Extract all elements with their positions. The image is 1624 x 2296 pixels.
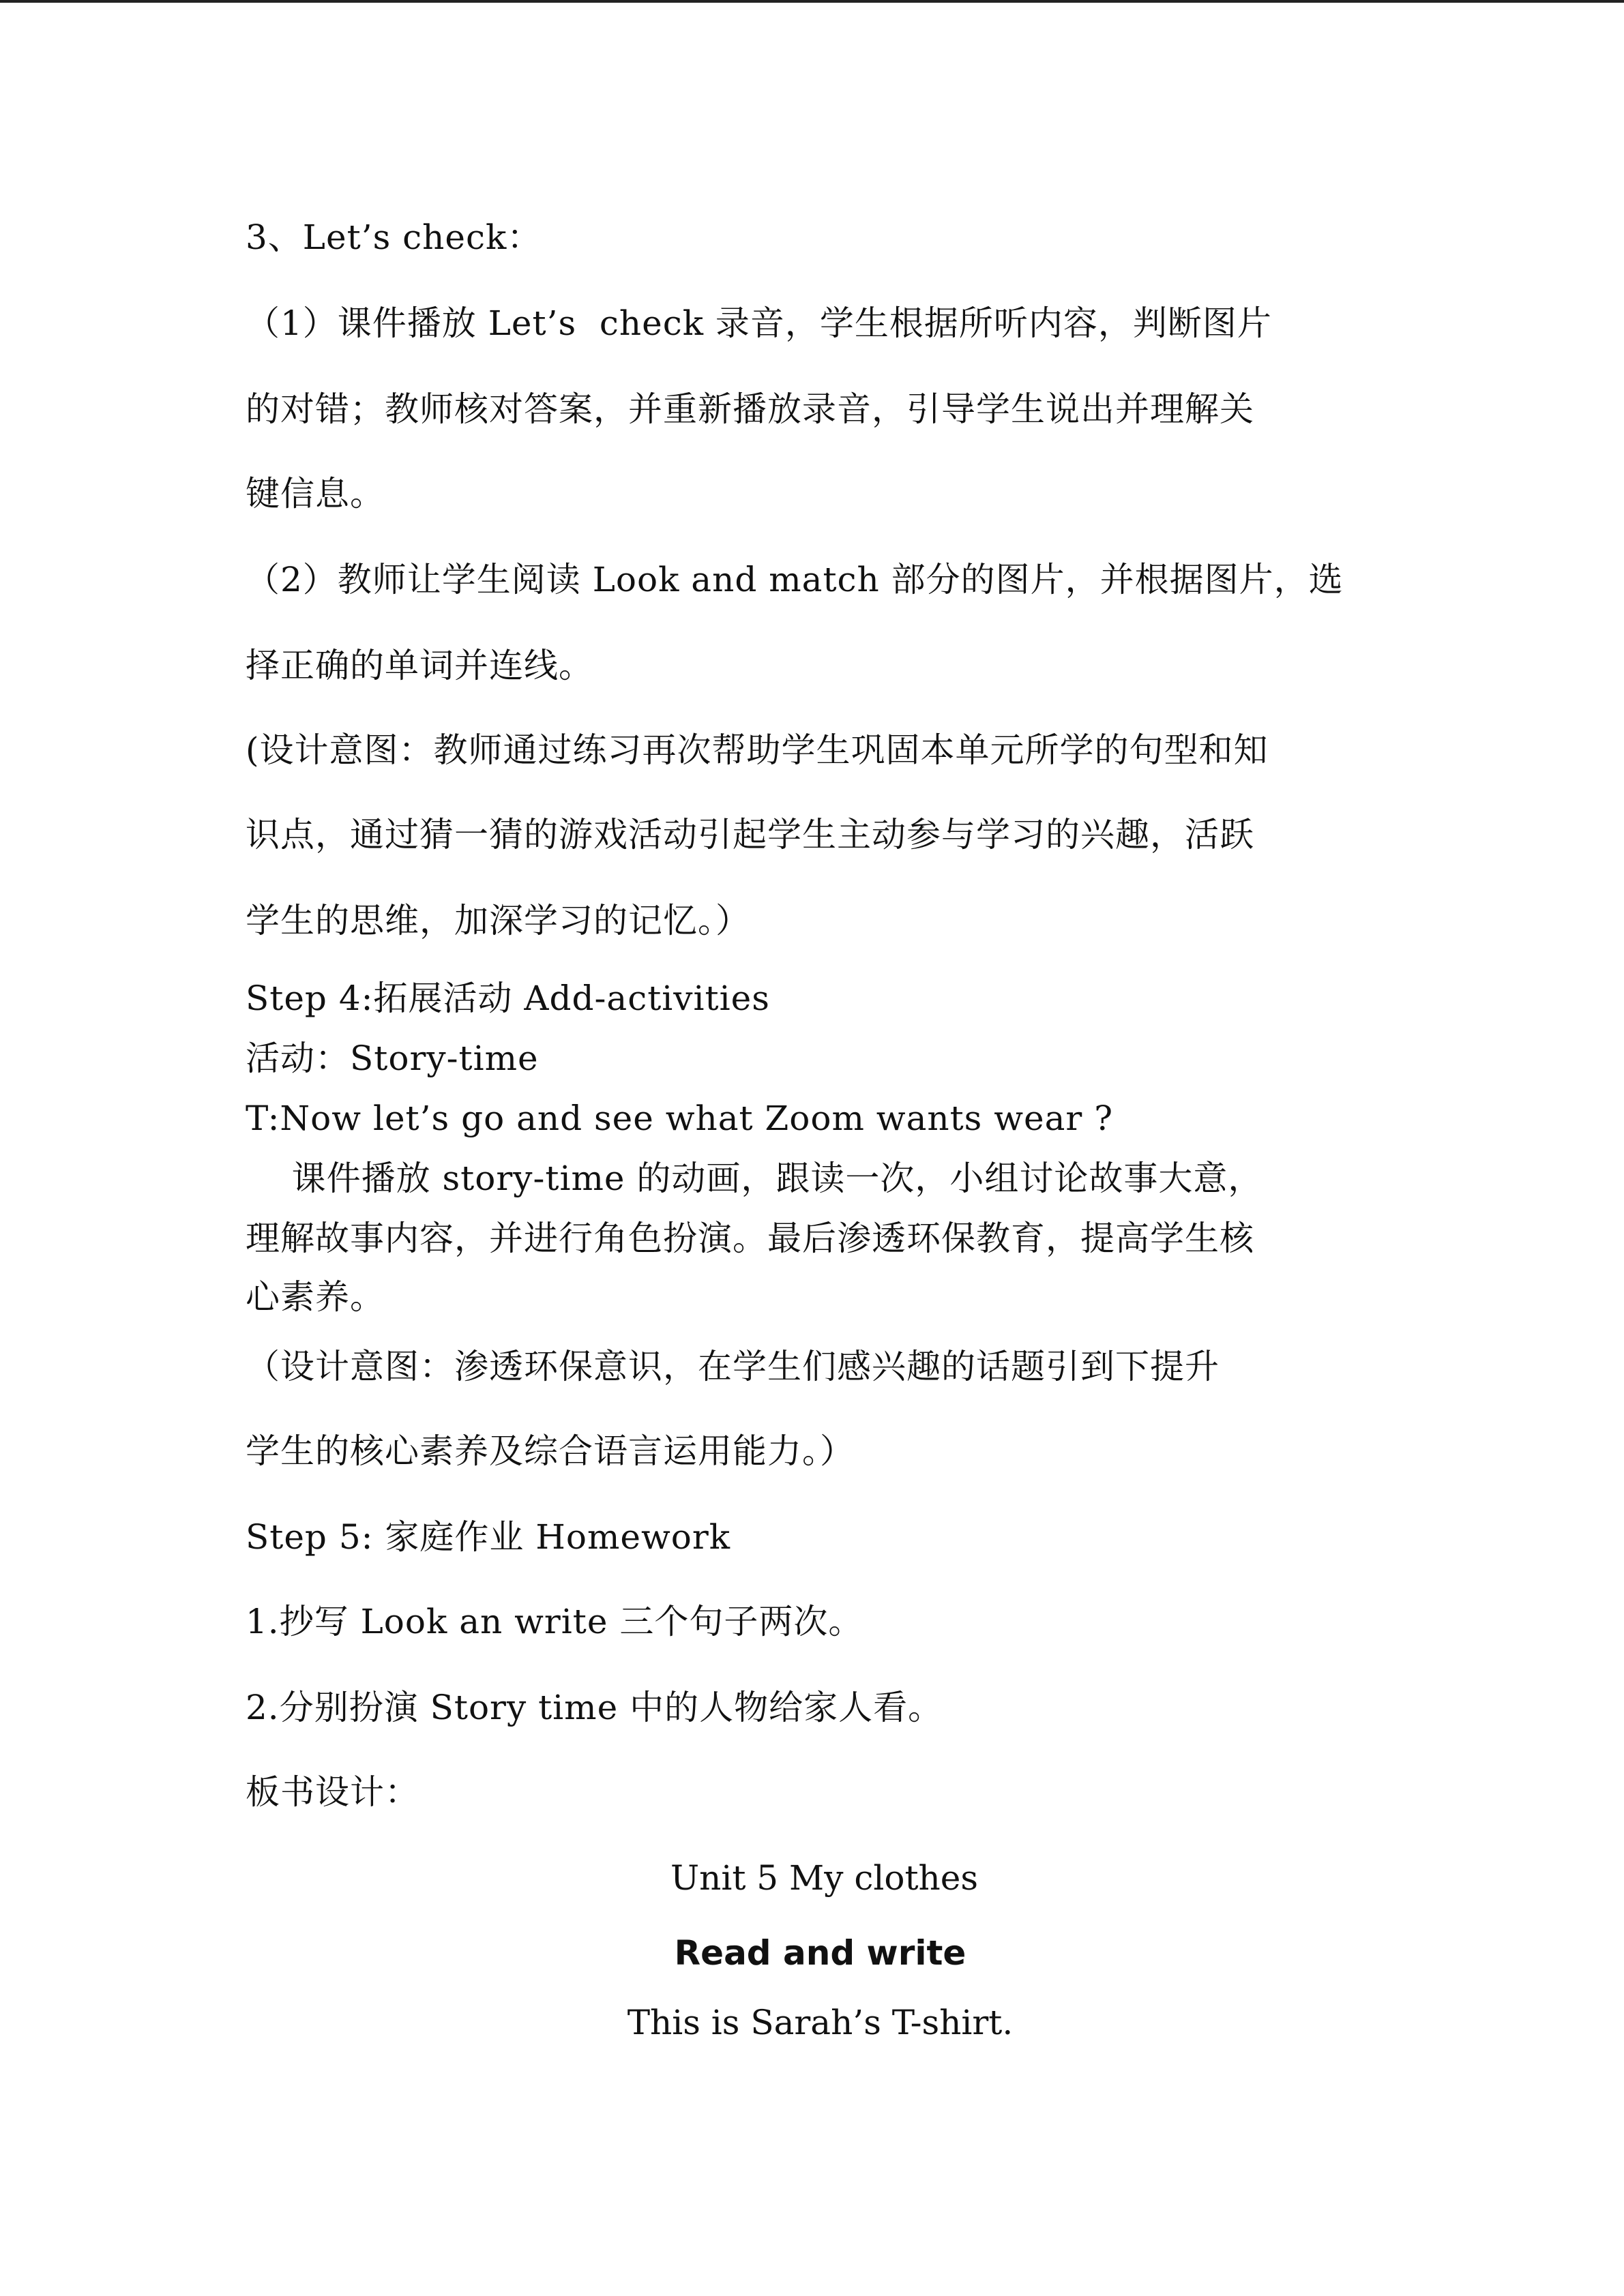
board-design-label: 板书设计：	[246, 1772, 419, 1812]
teacher-line: T:Now let’s go and see what Zoom wants wear ?	[246, 1099, 1114, 1138]
board-sentence: This is Sarah’s T-shirt.	[627, 2003, 1014, 2042]
board-section-title: Read and write	[674, 1933, 966, 1973]
page-top-border	[0, 0, 1624, 3]
paragraph-line: 键信息。	[246, 474, 385, 513]
paragraph-line: 课件播放 story-time 的动画，跟读一次，小组讨论故事大意，	[246, 1159, 1263, 1198]
homework-item-1: 1.抄写 Look an write 三个句子两次。	[246, 1602, 863, 1641]
paragraph-line: 理解故事内容，并进行角色扮演。最后渗透环保教育，提高学生核	[246, 1219, 1254, 1258]
paragraph-line: （2）教师让学生阅读 Look and match 部分的图片，并根据图片，选	[246, 560, 1344, 599]
design-intent-line: 学生的核心素养及综合语言运用能力。）	[246, 1431, 855, 1471]
paragraph-line: 择正确的单词并连线。	[246, 646, 593, 685]
lets-check-heading: 3、Let’s check：	[246, 218, 542, 257]
design-intent-line: （设计意图：渗透环保意识，在学生们感兴趣的话题引到下提升	[246, 1347, 1220, 1386]
paragraph-line: （1）课件播放 Let’s check 录音，学生根据所听内容，判断图片	[246, 303, 1272, 343]
board-unit-title: Unit 5 My clothes	[670, 1858, 978, 1898]
paragraph-line: 心素养。	[246, 1277, 385, 1317]
homework-item-2: 2.分别扮演 Story time 中的人物给家人看。	[246, 1688, 943, 1727]
design-intent-line: 学生的思维，加深学习的记忆。）	[246, 901, 750, 940]
step-4-heading: Step 4:拓展活动 Add-activities	[246, 979, 770, 1018]
design-intent-line: 识点，通过猜一猜的游戏活动引起学生主动参与学习的兴趣，活跃	[246, 815, 1254, 854]
activity-label: 活动：Story-time	[246, 1039, 539, 1078]
paragraph-line: 的对错；教师核对答案，并重新播放录音，引导学生说出并理解关	[246, 389, 1254, 429]
design-intent-line: (设计意图：教师通过练习再次帮助学生巩固本单元所学的句型和知	[246, 730, 1269, 770]
step-5-heading: Step 5: 家庭作业 Homework	[246, 1517, 731, 1557]
